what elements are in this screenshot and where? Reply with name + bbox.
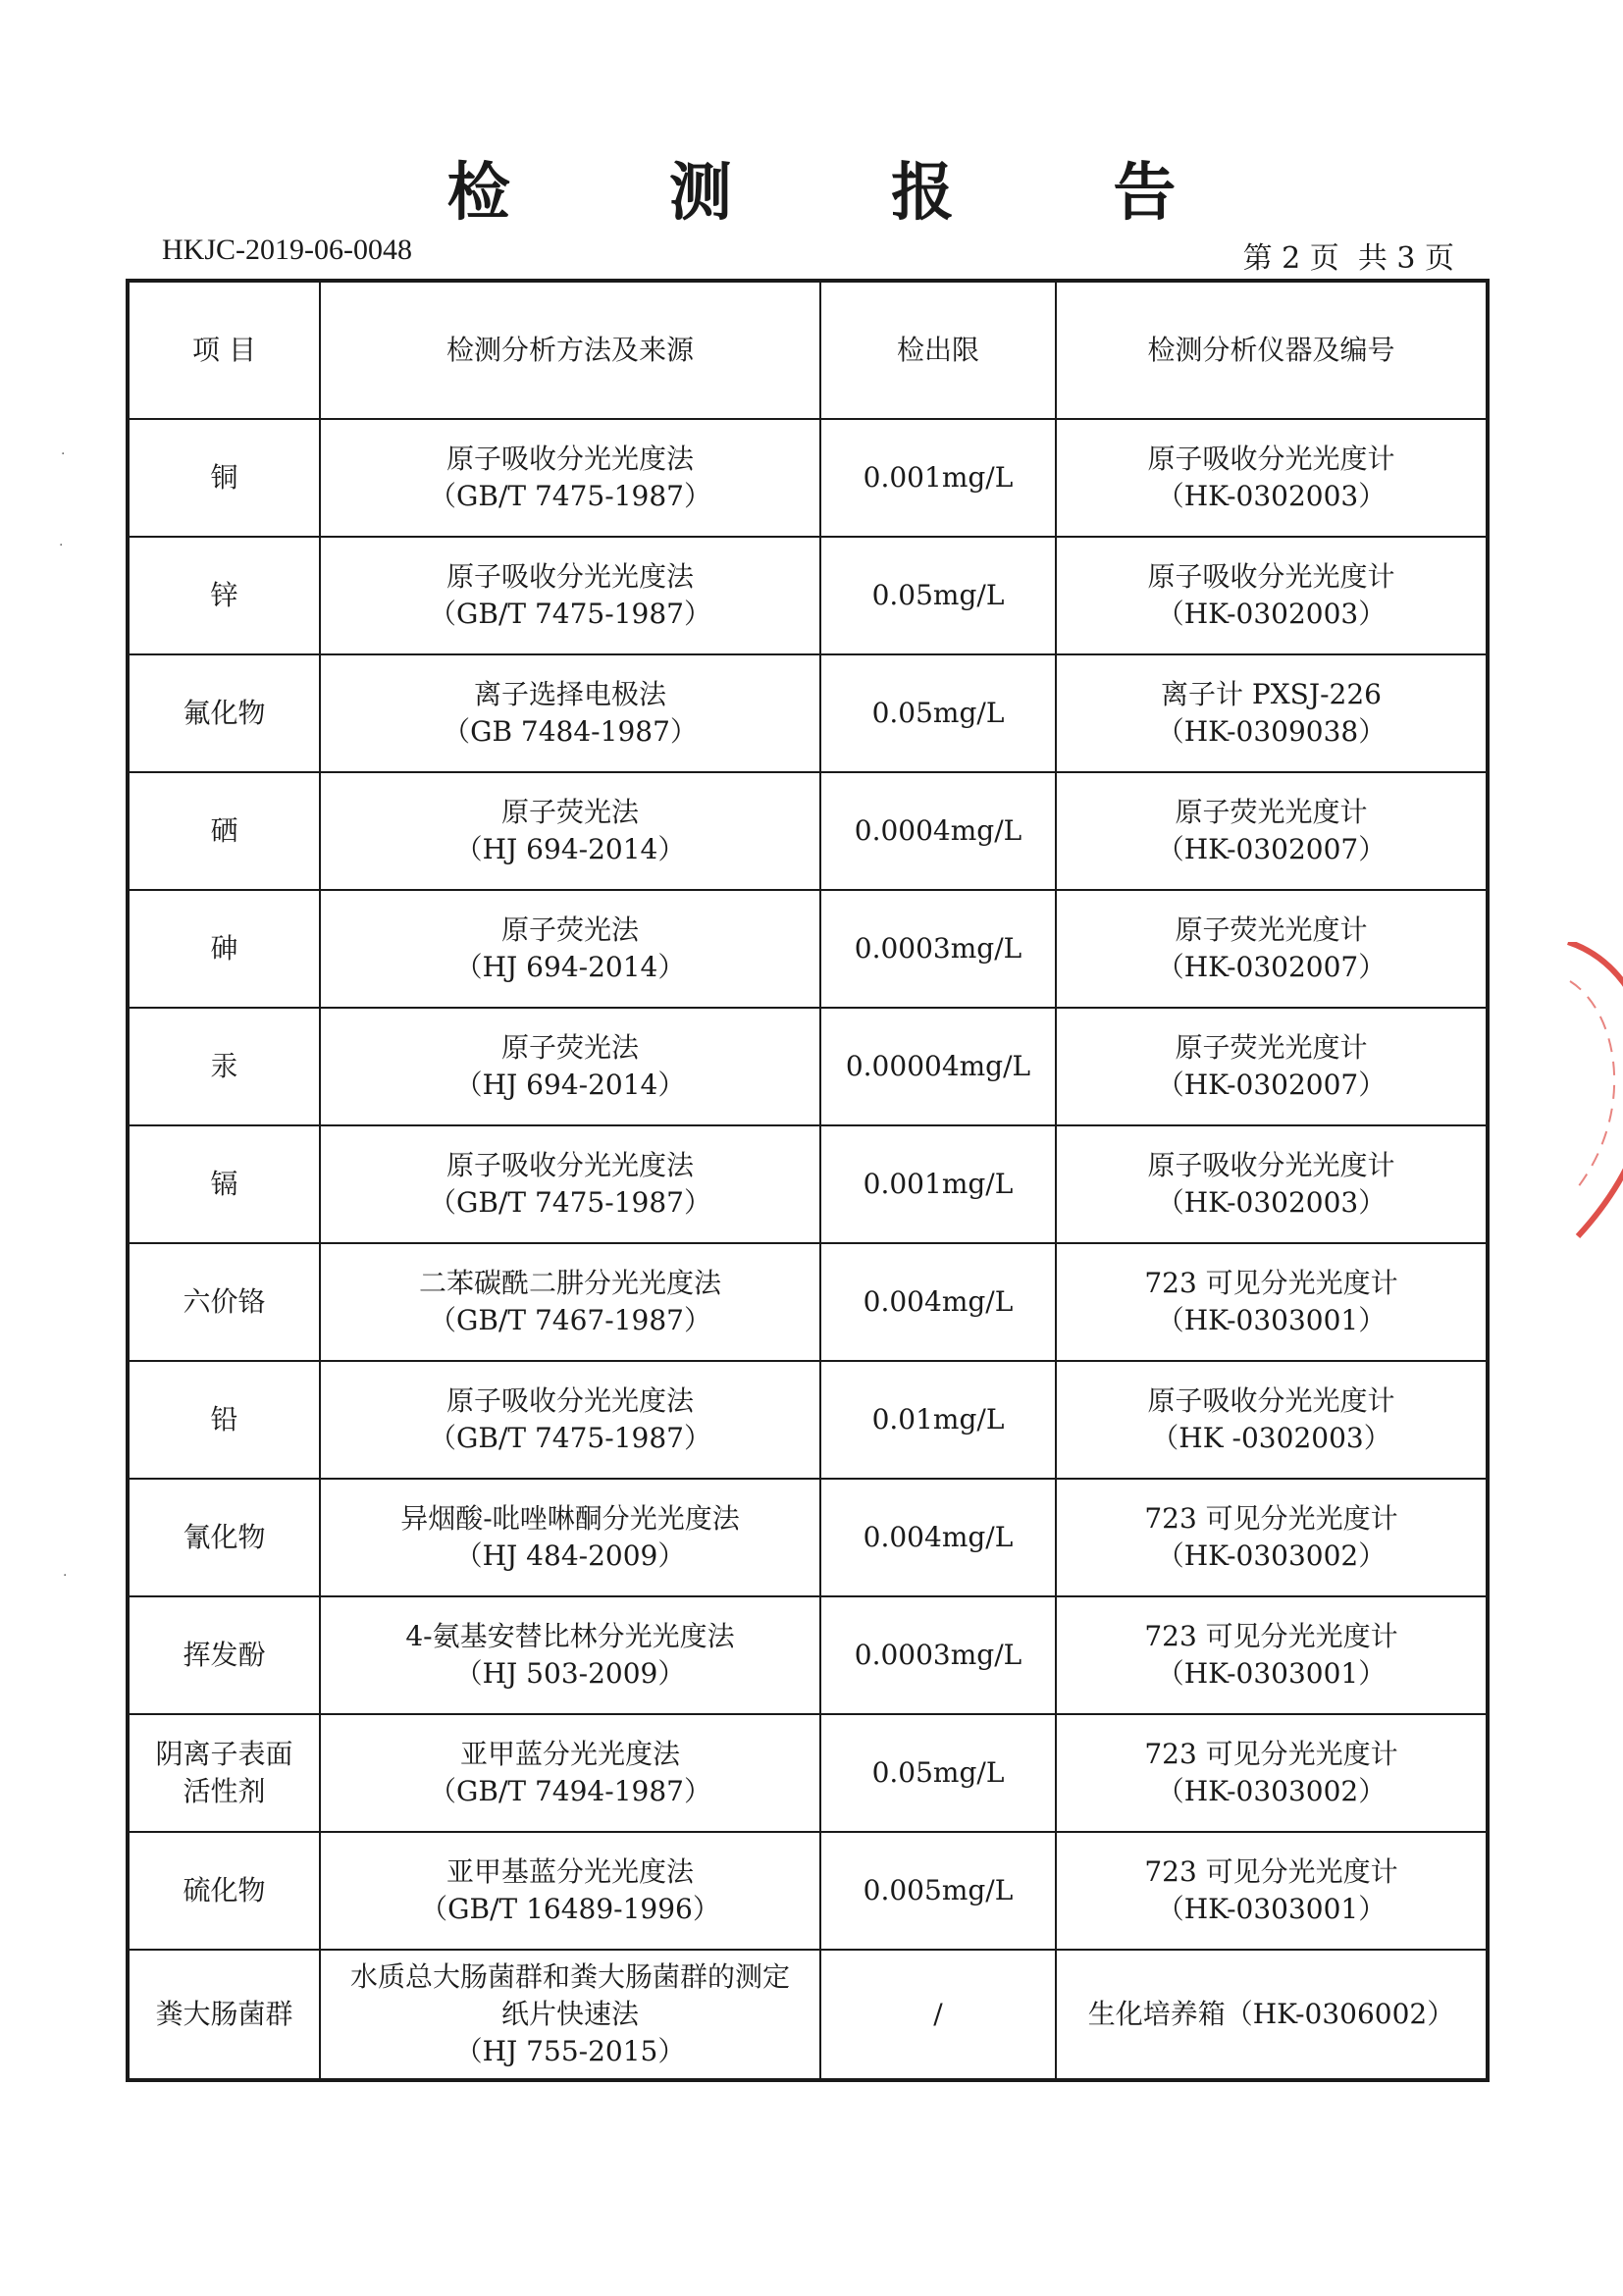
cell-method-line: （HJ 694-2014） <box>454 951 686 983</box>
cell-method-line: 4-氨基安替比林分光光度法 <box>405 1620 735 1652</box>
cell-instrument-line: （HK -0302003） <box>1151 1422 1391 1454</box>
cell-item: 挥发酚 <box>128 1596 320 1714</box>
cell-instrument-line: 原子吸收分光光度计 <box>1147 1149 1395 1181</box>
cell-method-line: 纸片快速法 <box>500 1998 639 2030</box>
cell-method-line: 原子吸收分光光度法 <box>445 1149 694 1181</box>
header-method: 检测分析方法及来源 <box>320 281 820 419</box>
cell-instrument-line: （HK-0303002） <box>1156 1775 1387 1807</box>
cell-method-line: （HJ 694-2014） <box>454 833 686 865</box>
cell-limit: 0.05mg/L <box>820 654 1056 772</box>
table-row <box>128 1008 1488 1125</box>
cell-method <box>320 1361 820 1479</box>
table-row <box>128 1479 1488 1596</box>
scan-mark: · <box>63 1568 68 1584</box>
cell-item: 粪大肠菌群 <box>128 1950 320 2080</box>
cell-instrument-line: （HK-0302003） <box>1156 598 1387 630</box>
cell-limit: 0.004mg/L <box>820 1479 1056 1596</box>
cell-instrument <box>1056 419 1488 537</box>
cell-limit: 0.00004mg/L <box>820 1008 1056 1125</box>
cell-instrument <box>1056 1832 1488 1950</box>
cell-item: 铜 <box>128 419 320 537</box>
cell-method-line: （GB/T 7494-1987） <box>429 1775 711 1807</box>
table-row <box>128 1361 1488 1479</box>
header-limit: 检出限 <box>820 281 1056 419</box>
cell-instrument-line: （HK-0302003） <box>1156 1186 1387 1219</box>
cell-method-line: （GB/T 7475-1987） <box>429 1186 711 1219</box>
cell-limit: 0.004mg/L <box>820 1243 1056 1361</box>
cell-limit: 0.001mg/L <box>820 419 1056 537</box>
cell-method <box>320 419 820 537</box>
cell-method-line: 异烟酸-吡唑啉酮分光光度法 <box>400 1502 740 1535</box>
cell-instrument-line: 723 可见分光光度计 <box>1144 1267 1398 1299</box>
header-instrument: 检测分析仪器及编号 <box>1056 281 1488 419</box>
cell-limit: 0.05mg/L <box>820 1714 1056 1832</box>
cell-instrument <box>1056 1479 1488 1596</box>
table-header-row <box>128 281 1488 419</box>
header-item: 项 目 <box>128 281 320 419</box>
table-row <box>128 890 1488 1008</box>
cell-instrument-line: 原子荧光光度计 <box>1175 796 1368 828</box>
cell-method <box>320 654 820 772</box>
scan-mark: · <box>61 446 66 462</box>
table-row <box>128 1950 1488 2080</box>
cell-method-line: （HJ 755-2015） <box>454 2035 686 2067</box>
results-table <box>126 279 1490 2082</box>
cell-instrument-line: 723 可见分光光度计 <box>1144 1855 1398 1888</box>
table-row <box>128 1832 1488 1950</box>
cell-instrument-line: 离子计 PXSJ-226 <box>1161 678 1382 710</box>
cell-instrument-line: （HK-0303001） <box>1156 1304 1387 1336</box>
cell-method-line: （GB/T 16489-1996） <box>420 1893 720 1925</box>
page-indicator: 第 2 页 共 3 页 <box>1242 241 1454 276</box>
cell-instrument-line: （HK-0302007） <box>1156 833 1387 865</box>
table-row <box>128 1243 1488 1361</box>
cell-method-line: 原子荧光法 <box>500 796 639 828</box>
cell-method-line: 原子吸收分光光度法 <box>445 560 694 593</box>
cell-method-line: （HJ 484-2009） <box>454 1539 686 1572</box>
cell-instrument <box>1056 1008 1488 1125</box>
cell-instrument-line: 原子吸收分光光度计 <box>1147 1384 1395 1417</box>
cell-instrument-line: （HK-0303001） <box>1156 1893 1387 1925</box>
cell-limit: 0.0004mg/L <box>820 772 1056 890</box>
table-row <box>128 419 1488 537</box>
cell-item: 砷 <box>128 890 320 1008</box>
seal-inner-arc <box>1570 981 1614 1187</box>
cell-instrument <box>1056 654 1488 772</box>
scan-mark: · <box>59 538 64 553</box>
cell-method-line: 原子荧光法 <box>500 1031 639 1064</box>
cell-method-line: 离子选择电极法 <box>473 678 666 710</box>
cell-method-line: （GB/T 7467-1987） <box>429 1304 711 1336</box>
cell-instrument-line: 原子荧光光度计 <box>1175 913 1368 946</box>
table-row <box>128 537 1488 654</box>
report-number: HKJC-2019-06-0048 <box>162 234 412 266</box>
cell-instrument <box>1056 1243 1488 1361</box>
table-row <box>128 654 1488 772</box>
cell-method <box>320 772 820 890</box>
cell-method <box>320 537 820 654</box>
cell-instrument <box>1056 890 1488 1008</box>
cell-method-line: 亚甲基蓝分光光度法 <box>445 1855 694 1888</box>
cell-instrument <box>1056 1950 1488 2080</box>
cell-limit: 0.01mg/L <box>820 1361 1056 1479</box>
cell-limit: / <box>820 1950 1056 2080</box>
cell-item: 阴离子表面 活性剂 <box>128 1714 320 1832</box>
cell-limit: 0.005mg/L <box>820 1832 1056 1950</box>
cell-instrument-line: （HK-0302007） <box>1156 1069 1387 1101</box>
cell-instrument-line: （HK-0302003） <box>1156 480 1387 512</box>
table-row <box>128 772 1488 890</box>
cell-method-line: （GB 7484-1987） <box>443 715 698 748</box>
cell-method-line: （HJ 503-2009） <box>454 1657 686 1690</box>
cell-method <box>320 1950 820 2080</box>
cell-instrument <box>1056 772 1488 890</box>
cell-instrument <box>1056 1125 1488 1243</box>
cell-item: 六价铬 <box>128 1243 320 1361</box>
cell-method-line: （GB/T 7475-1987） <box>429 1422 711 1454</box>
cell-method <box>320 1479 820 1596</box>
cell-instrument-line: 原子荧光光度计 <box>1175 1031 1368 1064</box>
cell-instrument-line: （HK-0302007） <box>1156 951 1387 983</box>
cell-method-line: 原子荧光法 <box>500 913 639 946</box>
cell-item: 硒 <box>128 772 320 890</box>
cell-instrument-line: 723 可见分光光度计 <box>1144 1738 1398 1770</box>
cell-method-line: 水质总大肠菌群和粪大肠菌群的测定 <box>349 1960 790 1993</box>
cell-method-line: 原子吸收分光光度法 <box>445 443 694 475</box>
cell-item: 硫化物 <box>128 1832 320 1950</box>
cell-limit: 0.0003mg/L <box>820 1596 1056 1714</box>
cell-method <box>320 1243 820 1361</box>
cell-method-line: 原子吸收分光光度法 <box>445 1384 694 1417</box>
cell-instrument-line: 723 可见分光光度计 <box>1144 1620 1398 1652</box>
cell-instrument <box>1056 1596 1488 1714</box>
cell-instrument <box>1056 1361 1488 1479</box>
cell-item: 汞 <box>128 1008 320 1125</box>
cell-method <box>320 890 820 1008</box>
cell-limit: 0.001mg/L <box>820 1125 1056 1243</box>
cell-method-line: （HJ 694-2014） <box>454 1069 686 1101</box>
cell-method-line: 二苯碳酰二肼分光光度法 <box>418 1267 721 1299</box>
cell-method <box>320 1125 820 1243</box>
cell-method <box>320 1596 820 1714</box>
cell-instrument <box>1056 1714 1488 1832</box>
table-row <box>128 1714 1488 1832</box>
cell-instrument-line: （HK-0303001） <box>1156 1657 1387 1690</box>
cell-limit: 0.0003mg/L <box>820 890 1056 1008</box>
cell-instrument-line: 生化培养箱（HK-0306002） <box>1087 1998 1455 2030</box>
cell-method-line: 亚甲蓝分光光度法 <box>459 1738 680 1770</box>
cell-instrument-line: 原子吸收分光光度计 <box>1147 443 1395 475</box>
official-seal-fragment <box>1548 942 1623 1266</box>
cell-method <box>320 1008 820 1125</box>
cell-instrument <box>1056 537 1488 654</box>
cell-item: 镉 <box>128 1125 320 1243</box>
report-title: 检 测 报 告 <box>446 156 1245 230</box>
cell-instrument-line: 723 可见分光光度计 <box>1144 1502 1398 1535</box>
table-row <box>128 1125 1488 1243</box>
cell-limit: 0.05mg/L <box>820 537 1056 654</box>
cell-method-line: （GB/T 7475-1987） <box>429 480 711 512</box>
cell-instrument-line: 原子吸收分光光度计 <box>1147 560 1395 593</box>
cell-item: 氰化物 <box>128 1479 320 1596</box>
cell-instrument-line: （HK-0303002） <box>1156 1539 1387 1572</box>
cell-item: 铅 <box>128 1361 320 1479</box>
cell-method <box>320 1832 820 1950</box>
cell-item: 氟化物 <box>128 654 320 772</box>
cell-instrument-line: （HK-0309038） <box>1156 715 1387 748</box>
table-row <box>128 1596 1488 1714</box>
cell-item: 锌 <box>128 537 320 654</box>
cell-method <box>320 1714 820 1832</box>
cell-method-line: （GB/T 7475-1987） <box>429 598 711 630</box>
